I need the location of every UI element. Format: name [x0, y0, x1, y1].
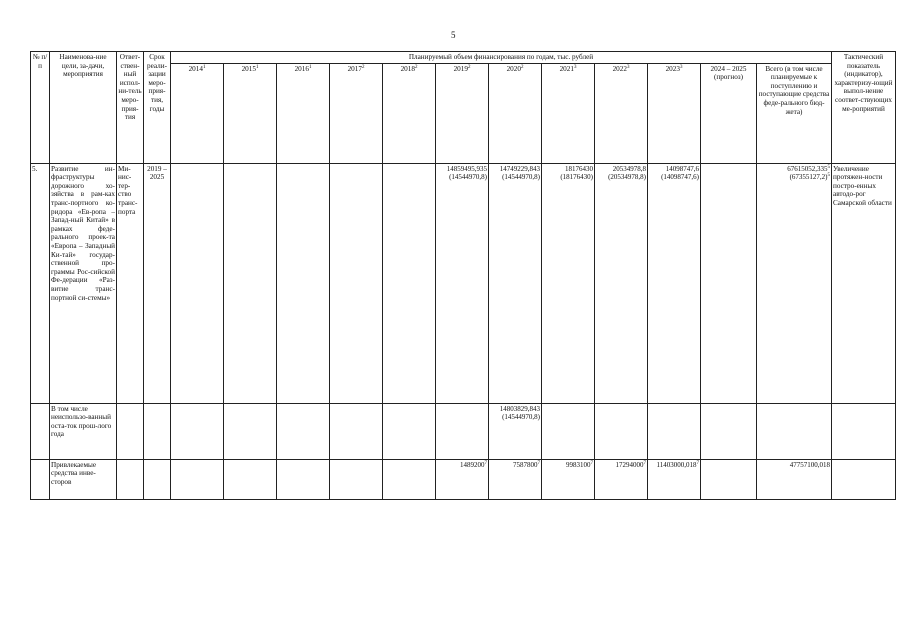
page-number: 5	[451, 30, 456, 40]
row-num: 5.	[31, 163, 50, 403]
cell-2019: 14859495,935 (14544970,8)	[436, 163, 489, 403]
sub1-2020: 14803829,843 (14544970,8)	[489, 403, 542, 459]
row-term: 2019 – 2025	[144, 163, 171, 403]
row-name: Развитие ин-фраструктуры дорожного хо-зяйства в рам-ках транс-портного ко-ридора «Ев-ропа – Запад-ный Китай» в рамках феде-рального проек-та «Европа – Западный Ки-тай» государ-ственной про-граммы Рос-сийской Фе-дерации «Раз-витие транс-портной си-стемы»	[50, 163, 117, 403]
header-num: № п/п	[31, 52, 50, 164]
year-2019: 2019$^2$	[436, 63, 489, 163]
year-2020: 2020$^2$	[489, 63, 542, 163]
cell-2020: 14749229,843 (14544970,8)	[489, 163, 542, 403]
year-2021: 2021$^3$	[542, 63, 595, 163]
financing-table	[30, 51, 896, 500]
cell-2021: 18176430 (18176430)	[542, 163, 595, 403]
sub2-name: Привлекаемые средства инве-сторов	[50, 459, 117, 499]
sub2-2019: 1489200$^7$	[436, 459, 489, 499]
year-2014: 2014$^1$	[171, 63, 224, 163]
header-total: Всего (в том числе планируемые к поступлению и поступающие средства феде-рального бюд-жета)	[757, 63, 832, 163]
header-forecast: 2024 – 2025 (прогноз)	[701, 63, 757, 163]
year-2022: 2022$^3$	[595, 63, 648, 163]
sub2-2020: 7587800$^7$	[489, 459, 542, 499]
cell-2022: 20534978,8 (20534978,8)	[595, 163, 648, 403]
row-indicator: Увеличение протяжен-ности постро-енных автодо-рог Самарской области	[832, 163, 896, 403]
header-responsible: Ответ-ствен-ный испол-ни-тель меро-прия-тия	[117, 52, 144, 164]
header-name: Наименова-ние цели, за-дачи, мероприятия	[50, 52, 117, 164]
header-indicator: Тактический показатель (индикатор), характеризу-ющий выпол-нение соответ-ствующих ме-роприятий	[832, 52, 896, 164]
year-2015: 2015$^1$	[224, 63, 277, 163]
cell-2023: 14098747,6 (14098747,6)	[648, 163, 701, 403]
year-2017: 2017$^2$	[330, 63, 383, 163]
year-2023: 2023$^3$	[648, 63, 701, 163]
row-responsible: Ми-нис-тер-ство транс-порта	[117, 163, 144, 403]
sub2-total: 47757100,018	[757, 459, 832, 499]
header-planned: Планируемый объем финансирования по годам, тыс. рублей	[171, 52, 832, 64]
sub2-2021: 9983100$^7$	[542, 459, 595, 499]
year-2018: 2018$^2$	[383, 63, 436, 163]
year-2016: 2016$^1$	[277, 63, 330, 163]
sub1-name: В том числе неиспользо-ванный оста-ток прош-лого года	[50, 403, 117, 459]
sub2-2023: 11403000,018$^7$	[648, 459, 701, 499]
header-term: Срок реали-зации меро-прия-тия, годы	[144, 52, 171, 164]
sub2-2022: 17294000$^7$	[595, 459, 648, 499]
cell-total: 67615052,335$^5$ $(67355127,2)^5$	[757, 163, 832, 403]
